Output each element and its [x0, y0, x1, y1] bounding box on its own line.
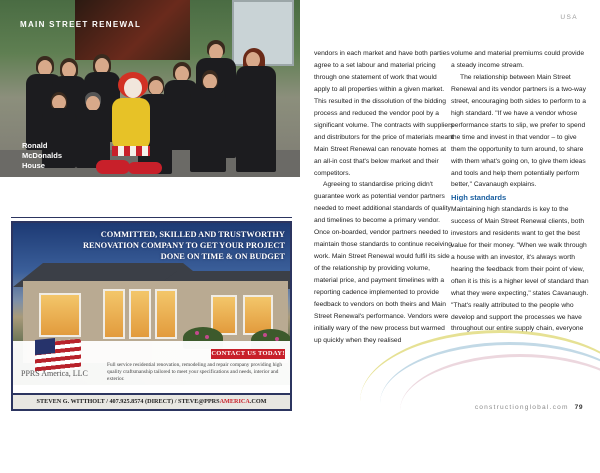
headline-line: COMMITTED, SKILLED AND TRUSTWORTHY [100, 230, 285, 239]
article-paragraph: Maintaining high standards is key to the success of Main Street Renewal clients, both investors and residents want to get the best value for their money. "When we walk through a house with an investor, it's always worth hearing the feedback from their point of view, often it is this is a higher level of standard than what they were expecting," states Cavanaugh. "That's really attributed to the people who develop and support the processes we have throughout our entire supply chain, everyone [451, 205, 589, 333]
team-photo [0, 0, 300, 177]
caption-line: Ronald [22, 141, 48, 150]
article-column-1 [314, 48, 454, 347]
caption-line: House [22, 161, 45, 170]
article-paragraph: vendors in each market and have both parties agree to a set labour and material pricing through one statement of work that would apply to all properties within a given market. This resulted in the dissolution of the bidding process and reduced the vendor pool by a significant volume. The contracts with suppliers and distributors for the price of materials meant Main Street Renewal can renovate homes at an all-in cost that's below market and their competitors. [314, 50, 454, 177]
email-tld: .COM [249, 398, 267, 405]
ad-divider [11, 217, 292, 218]
flag-canton [35, 338, 55, 355]
caption-line: McDonalds [22, 151, 63, 160]
headline-line: RENOVATION COMPANY TO GET YOUR PROJECT [82, 241, 285, 250]
region-label: USA [560, 14, 578, 21]
email-domain-highlight: AMERICA [219, 398, 250, 405]
company-name: PPRS America, LLC [21, 369, 88, 378]
article-column-2 [451, 48, 589, 335]
pprs-advertisement[interactable] [11, 221, 292, 411]
article-paragraph: volume and material premiums could provide a steady income stream. [451, 50, 585, 69]
photo-tag: MAIN STREET RENEWAL [20, 20, 142, 29]
contact-us-button[interactable]: CONTACT US TODAY! [211, 350, 285, 357]
contact-details: STEVEN G. WITTHOLT / 407.925.8574 (DIRECT) / STEVE@PPRS [36, 398, 220, 405]
event-banner [75, 0, 190, 60]
ad-description: Full service residential renovation, remodeling and repair company providing high quality craftsmanship tailored to meet your specifications and needs, interior and exterior. [107, 362, 283, 382]
article-paragraph: Agreeing to standardise pricing didn't guarantee work as potential vendor partners needed to meet additional standards of quality and timelines to become a primary vendor. Once on-boarded, vendor partners needed to maintain those standards to continue receiving work. Main Street Renewal would fulfil its side of the relationship by providing volume, material price, and payment timelines with a reporting cadence implemented to provide feedback to vendors on both theirs and Main Street Renewal's performance. Vendors were initially wary of the new process but warmed up quickly when they realised [314, 181, 452, 344]
article-paragraph: The relationship between Main Street Renewal and its vendor partners is a two-way street, encouraging both sides to perform to a high standard. "If we have a vendor whose performance starts to slip, we prefer to spend the time and invest in that vendor – to give them the opportunity to turn around, to share with them what's going on, to give them ideas and tools and help them potentially perform better," Cavanaugh explains. [451, 73, 586, 189]
page-number: 79 [574, 404, 583, 411]
page-footer [475, 404, 583, 411]
ad-headline [73, 229, 285, 262]
section-heading: High standards [451, 193, 507, 203]
headline-line: DONE ON TIME & ON BUDGET [160, 252, 285, 261]
ad-contact-footer[interactable] [13, 393, 290, 409]
photo-caption [22, 141, 62, 171]
site-url[interactable]: constructionglobal.com [474, 404, 569, 411]
